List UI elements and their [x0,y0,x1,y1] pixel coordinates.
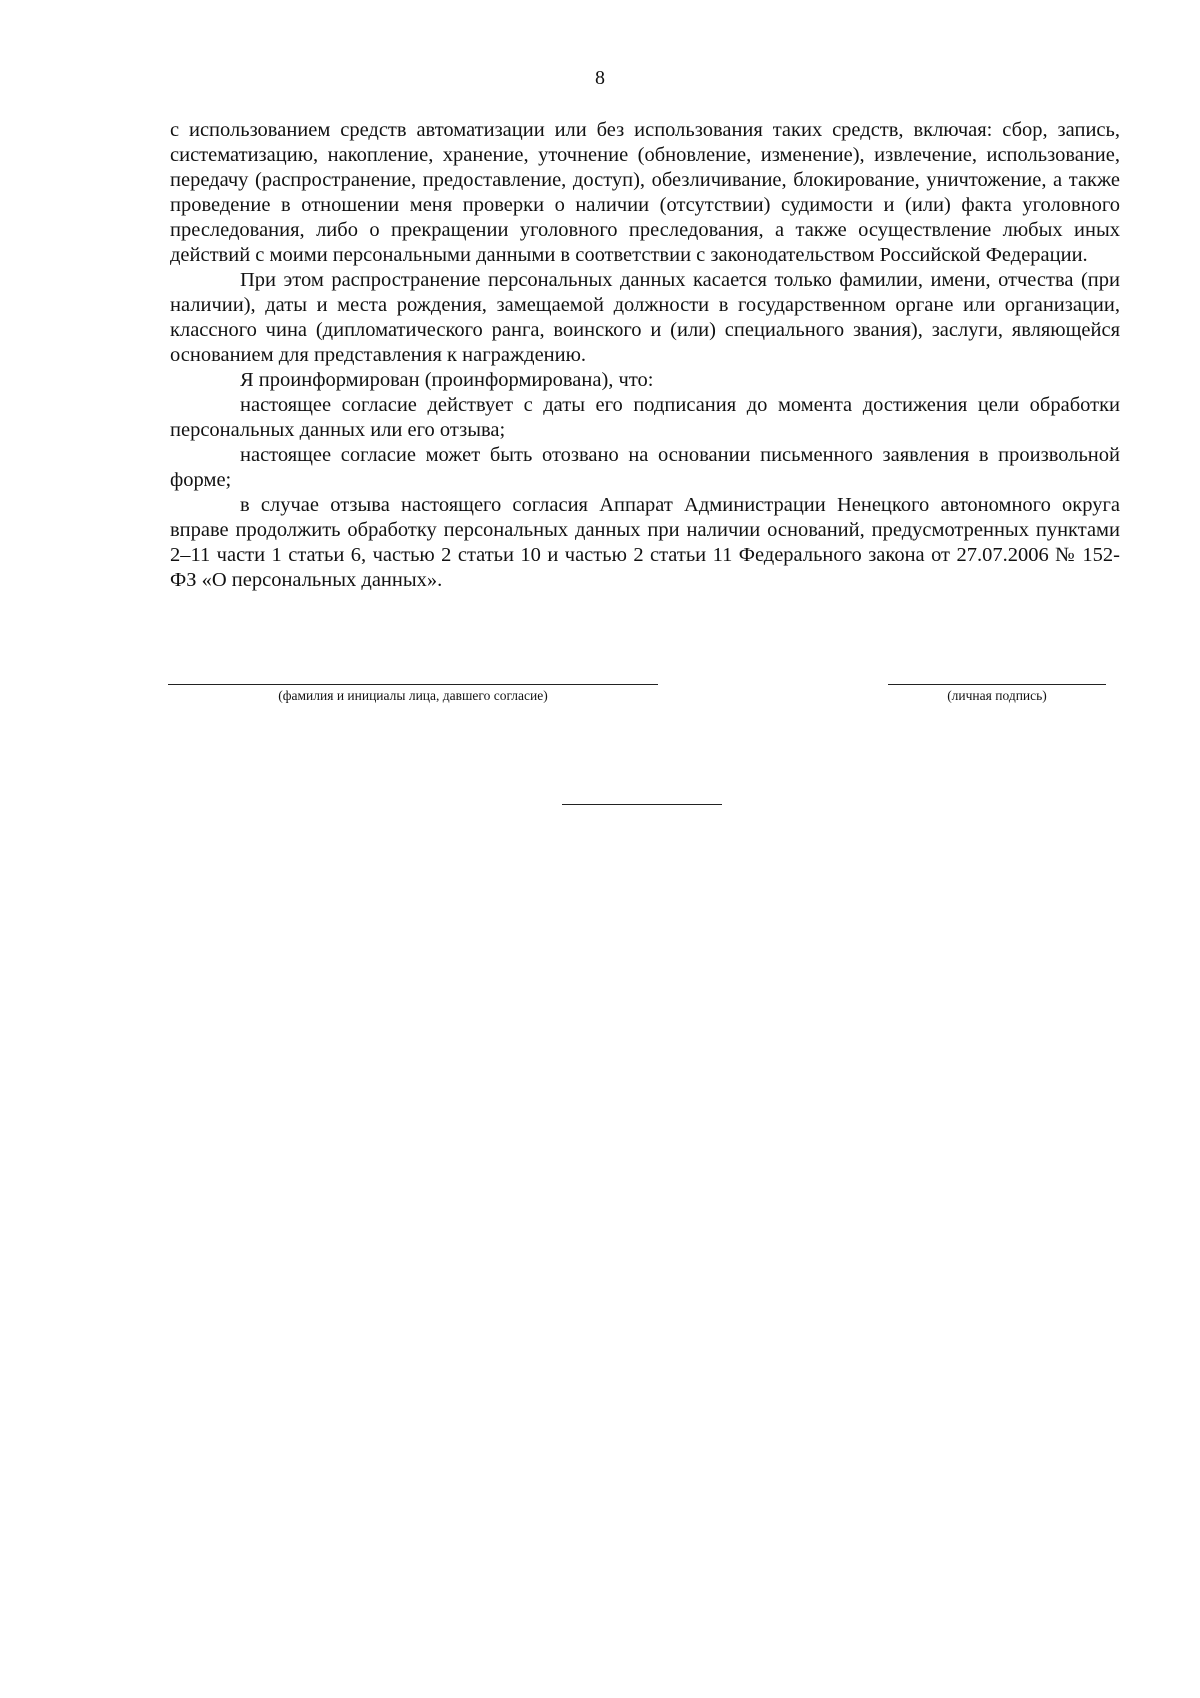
end-of-document-rule [562,804,722,805]
paragraph-validity: настоящее согласие действует с даты его подписания до момента достижения цели обработки персональных данных или его отзыва; [170,394,1120,441]
paragraph-distribution-scope: При этом распространение персональных данных касается только фамилии, имени, отчества (при наличии), даты и места рождения, замещаемой должности в государственном органе или организации, классного чина (дипломатического ранга, воинского и (или) специального звания), заслуги, являющейся основанием для представления к награждению. [170,269,1120,366]
paragraph-continued-processing: в случае отзыва настоящего согласия Аппарат Администрации Ненецкого автономного округа вправе продолжить обработку персональных данных при наличии оснований, предусмотренных пунктами 2–11 части 1 статьи 6, частью 2 статьи 10 и частью 2 статьи 11 Федерального закона от 27.07.2006 № 152-ФЗ «О персональных данных». [170,494,1120,591]
document-body [170,118,1120,593]
paragraph-processing-actions: с использованием средств автоматизации или без использования таких средств, включая: сбор, запись, систематизацию, накопление, хранение, уточнение (обновление, изменение), извлечение, использование, передачу (распространение, предоставление, доступ), обезличивание, блокирование, уничтожение, а также проведение в отношении меня проверки о наличии (отсутствии) судимости и (или) факта уголовного преследования, либо о прекращении уголовного преследования, а также осуществление любых иных действий с моими персональными данными в соответствии с законодательством Российской Федерации. [170,119,1120,266]
signature-caption: (личная подпись) [947,688,1047,703]
page-number: 8 [595,67,605,89]
personal-signature-line [888,684,1106,685]
paragraph-revocation: настоящее согласие может быть отозвано на основании письменного заявления в произвольной форме; [170,444,1120,491]
name-signature-line [168,684,658,685]
paragraph-informed: Я проинформирован (проинформирована), что: [240,369,654,391]
name-caption: (фамилия и инициалы лица, давшего согласие) [278,688,548,703]
